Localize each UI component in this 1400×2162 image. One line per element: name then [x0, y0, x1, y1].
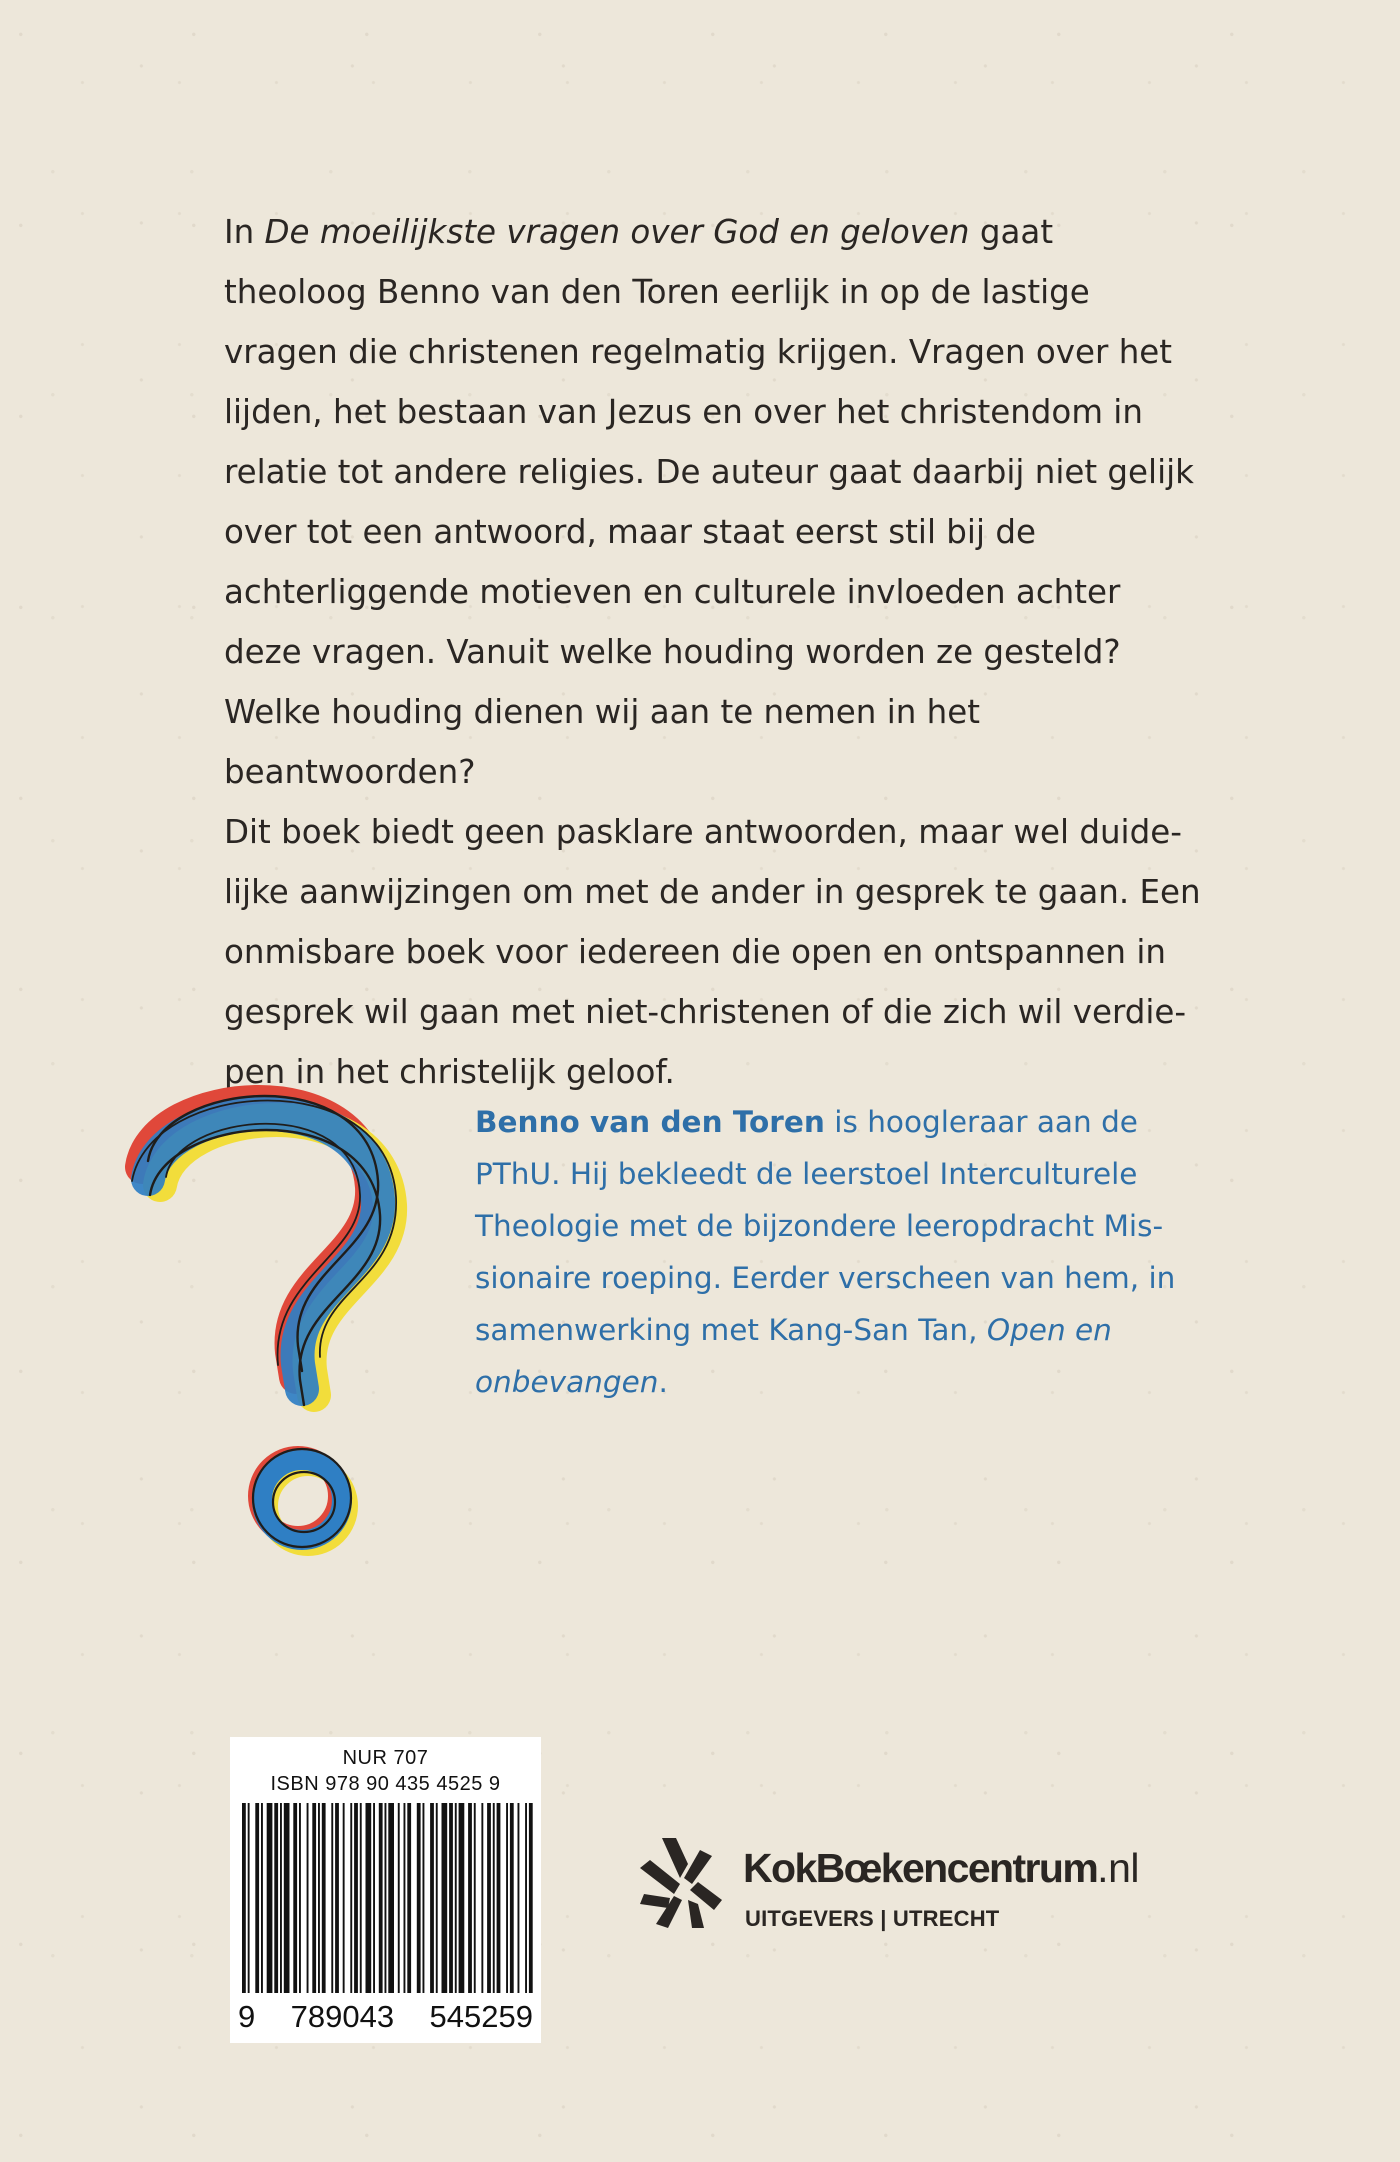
barcode-bar [293, 1803, 297, 1993]
barcode-bar [442, 1803, 448, 1993]
barcode-bar [307, 1803, 309, 1993]
barcode-bar [487, 1803, 491, 1993]
ean-right-group: 545259 [429, 1999, 533, 2034]
barcode-bar [529, 1803, 533, 1993]
barcode-bar [373, 1803, 375, 1993]
barcode-bar [299, 1803, 301, 1993]
barcode-bar [274, 1803, 278, 1993]
barcode-bar [343, 1803, 345, 1993]
book-title: De moeilijkste vragen over God en geloven [264, 213, 970, 251]
barcode-bar [242, 1803, 246, 1993]
ean-first-digit: 9 [238, 1999, 256, 2034]
publisher-name-text: KokBœkencentrum [743, 1845, 1098, 1891]
barcode-bar [284, 1803, 290, 1993]
barcode-bar [331, 1803, 333, 1993]
barcode-bar [322, 1803, 326, 1993]
publisher-domain: .nl [1097, 1845, 1139, 1891]
previous-book-title: Open en onbevangen [475, 1313, 1112, 1399]
author-bio-text: is hoogleraar aan de PThU. Hij bekleedt de leerstoel Interculturele Theologie met de bijzondere leeropdracht Missionaire roeping. Eerder verscheen van hem, in samenwerking met Kang-San Tan, [475, 1105, 1176, 1347]
barcode-label [230, 1737, 541, 2043]
barcode-bar [350, 1803, 352, 1993]
barcode-bar [474, 1803, 476, 1993]
barcode-bar [417, 1803, 421, 1993]
barcode-bar [407, 1803, 411, 1993]
barcode-bar [255, 1803, 259, 1993]
barcode-bar [497, 1803, 501, 1993]
barcode-bar [436, 1803, 438, 1993]
author-bio-end: . [658, 1365, 668, 1399]
barcode-bars [238, 1803, 533, 1993]
barcode-bar [430, 1803, 434, 1993]
book-description [224, 202, 1204, 1102]
barcode-bar [318, 1803, 320, 1993]
author-name: Benno van den Toren [475, 1105, 825, 1139]
barcode-bar [481, 1803, 483, 1993]
barcode-bar [518, 1803, 520, 1993]
isbn-number: ISBN 978 90 435 4525 9 [270, 1773, 501, 1795]
description-paragraph-1-text: gaat theoloog Benno van den Toren eerlijk in op de lastige vragen die christenen regelmatig krijgen. Vragen over het lijden, het bestaan van Jezus en over het christendom in relatie tot andere religies. De auteur gaat daarbij niet gelijk over tot een antwoord, maar staat eerst stil bij de achterliggende motieven en culturele invloeden achter deze vragen. Vanuit welke houding worden ze gesteld? Welke houding dienen wij aan te nemen in het beantwoorden? [224, 213, 1194, 791]
barcode-bar [449, 1803, 453, 1993]
barcode-bar [525, 1803, 527, 1993]
barcode-bar [280, 1803, 282, 1993]
publisher-tagline: UITGEVERS | UTRECHT [745, 1906, 1000, 1931]
kok-boekencentrum-logo-icon [640, 1838, 722, 1928]
barcode-bar [423, 1803, 425, 1993]
intro-prefix: In [224, 213, 265, 251]
barcode-bar [354, 1803, 358, 1993]
ean-left-group: 789043 [290, 1999, 395, 2034]
description-paragraph-1 [224, 202, 1204, 802]
barcode-bar [360, 1803, 362, 1993]
barcode-bar [261, 1803, 263, 1993]
barcode-bar [398, 1803, 400, 1993]
barcode-bar [468, 1803, 472, 1993]
barcode-bar [388, 1803, 394, 1993]
publisher-name [743, 1845, 1139, 1892]
barcode-bar [312, 1803, 316, 1993]
barcode-bar [385, 1803, 387, 1993]
ean-digits [238, 1999, 533, 2035]
barcode-bar [267, 1803, 273, 1993]
barcode-bar [248, 1803, 250, 1993]
barcode-bar [379, 1803, 383, 1993]
description-paragraph-2: Dit boek biedt geen pasklare antwoorden, maar wel duidelijke aanwijzingen om met de ander in gesprek te gaan. Een onmisbare boek voor iedereen die open en ontspannen in gesprek wil gaan met niet-christenen of die zich wil verdiepen in het christelijk geloof. [224, 813, 1201, 1091]
barcode-bar [455, 1803, 457, 1993]
nur-code: NUR 707 [342, 1747, 429, 1769]
barcode-bar [335, 1803, 339, 1993]
barcode-bar [506, 1803, 508, 1993]
barcode-bar [459, 1803, 465, 1993]
author-bio [475, 1096, 1215, 1408]
barcode-bar [366, 1803, 372, 1993]
barcode-bar [510, 1803, 514, 1993]
question-mark-illustration [120, 1085, 450, 1585]
barcode-bar [493, 1803, 495, 1993]
barcode-bar [404, 1803, 406, 1993]
